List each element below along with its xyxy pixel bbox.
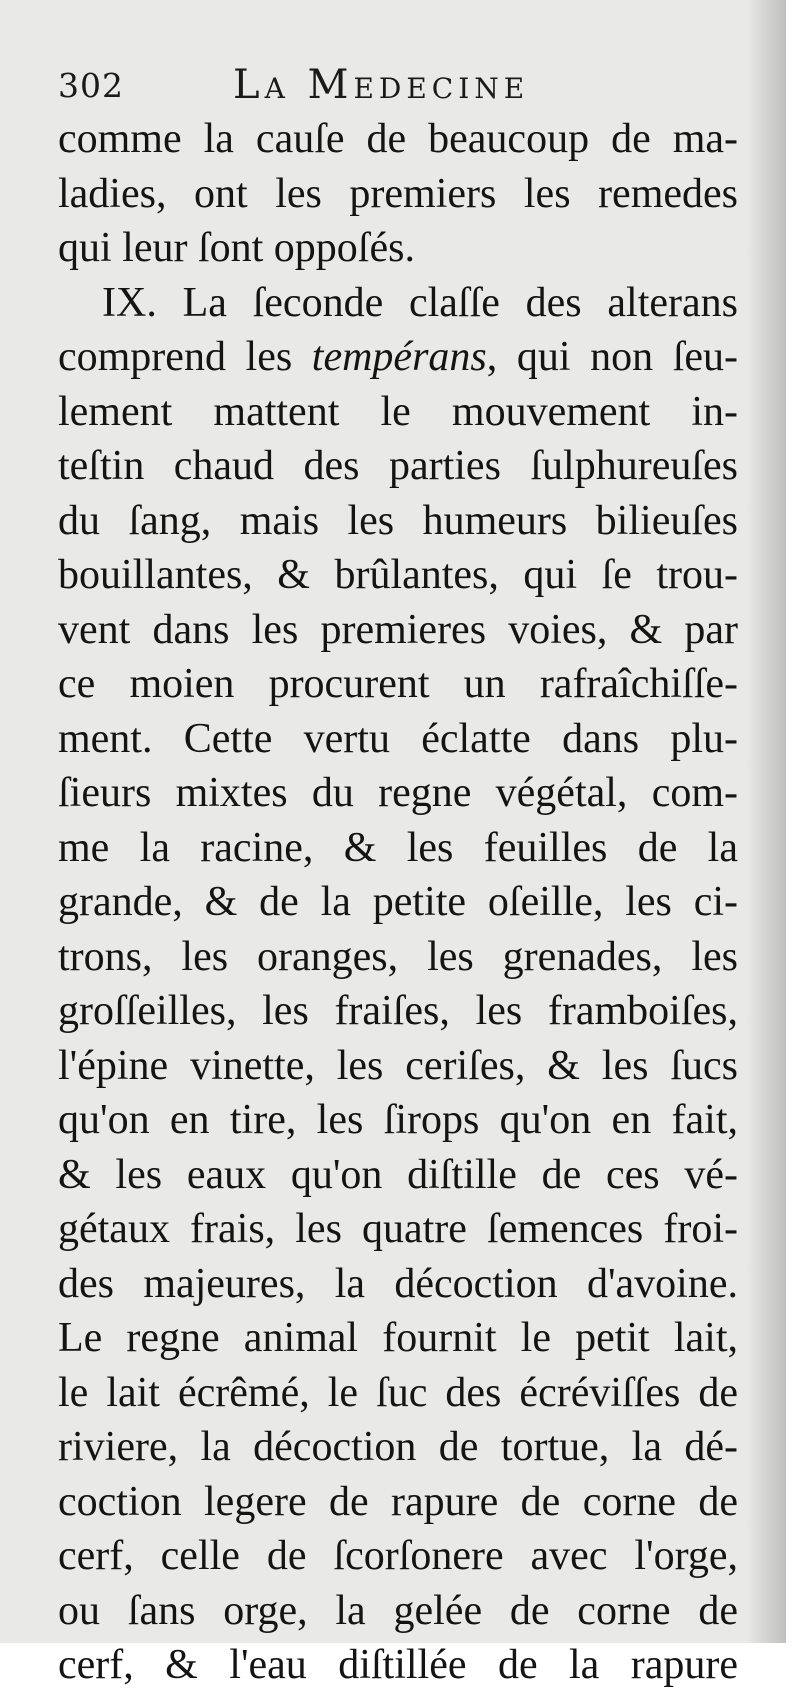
- text-span: , qui non ſeu-: [486, 334, 739, 380]
- text-line: & les eaux qu'on diſtille de ces vé-: [58, 1151, 738, 1198]
- text-line: bouillantes, & brûlantes, qui ſe trou-: [58, 552, 738, 598]
- text-line: le lait écrêmé, le ſuc des écréviſſes de: [58, 1369, 738, 1416]
- text-line: coction legere de rapure de corne de: [58, 1478, 738, 1525]
- text-line: ladies, ont les premiers les remedes: [58, 170, 738, 217]
- running-title: La Medecine: [233, 62, 530, 108]
- text-line-with-italic: [58, 330, 738, 385]
- text-line: grande, & de la petite oſeille, les ci-: [58, 879, 738, 925]
- text-line: teſtin chaud des parties ſulphureuſes: [58, 443, 738, 489]
- scan-margin: [786, 0, 800, 1643]
- text-line: du ſang, mais les humeurs bilieuſes: [58, 497, 738, 544]
- text-line-paragraph-start: IX. La ſeconde claſſe des alterans: [102, 279, 738, 326]
- text-line: ou ſans orge, la gelée de corne de: [58, 1587, 738, 1634]
- text-line: des majeures, la décoction d'avoine.: [58, 1260, 738, 1307]
- italic-term: tempérans: [311, 334, 487, 380]
- text-line: qu'on en tire, les ſirops qu'on en fait,: [58, 1097, 738, 1143]
- text-line: vent dans les premieres voies, & par: [58, 606, 738, 653]
- text-line: ce moien procurent un rafraîchiſſe-: [58, 661, 738, 707]
- text-line: ſieurs mixtes du regne végétal, com-: [58, 770, 738, 816]
- page-header: [58, 62, 738, 112]
- text-line: cerf, celle de ſcorſonere avec l'orge,: [58, 1533, 738, 1579]
- text-line: me la racine, & les feuilles de la: [58, 824, 738, 871]
- text-span: comprend les: [58, 334, 312, 380]
- text-line: l'épine vinette, les ceriſes, & les ſucs: [58, 1042, 738, 1089]
- text-line: cerf, & l'eau diſtillée de la rapure: [58, 1642, 738, 1688]
- text-line: trons, les oranges, les grenades, les: [58, 933, 738, 980]
- text-line: qui leur ſont oppoſés.: [58, 225, 415, 271]
- body-text: [58, 112, 738, 1693]
- text-line: riviere, la décoction de tortue, la dé-: [58, 1424, 738, 1470]
- page-number: 302: [58, 66, 124, 105]
- text-line: gétaux frais, les quatre ſemences froi-: [58, 1206, 738, 1252]
- text-line: comme la cauſe de beaucoup de ma-: [58, 116, 738, 162]
- text-line: ment. Cette vertu éclatte dans plu-: [58, 715, 738, 762]
- text-line: Le regne animal fournit le petit lait,: [58, 1315, 738, 1361]
- text-line: lement mattent le mouvement in-: [58, 388, 738, 435]
- text-line: groſſeilles, les fraiſes, les framboiſes,: [58, 988, 738, 1034]
